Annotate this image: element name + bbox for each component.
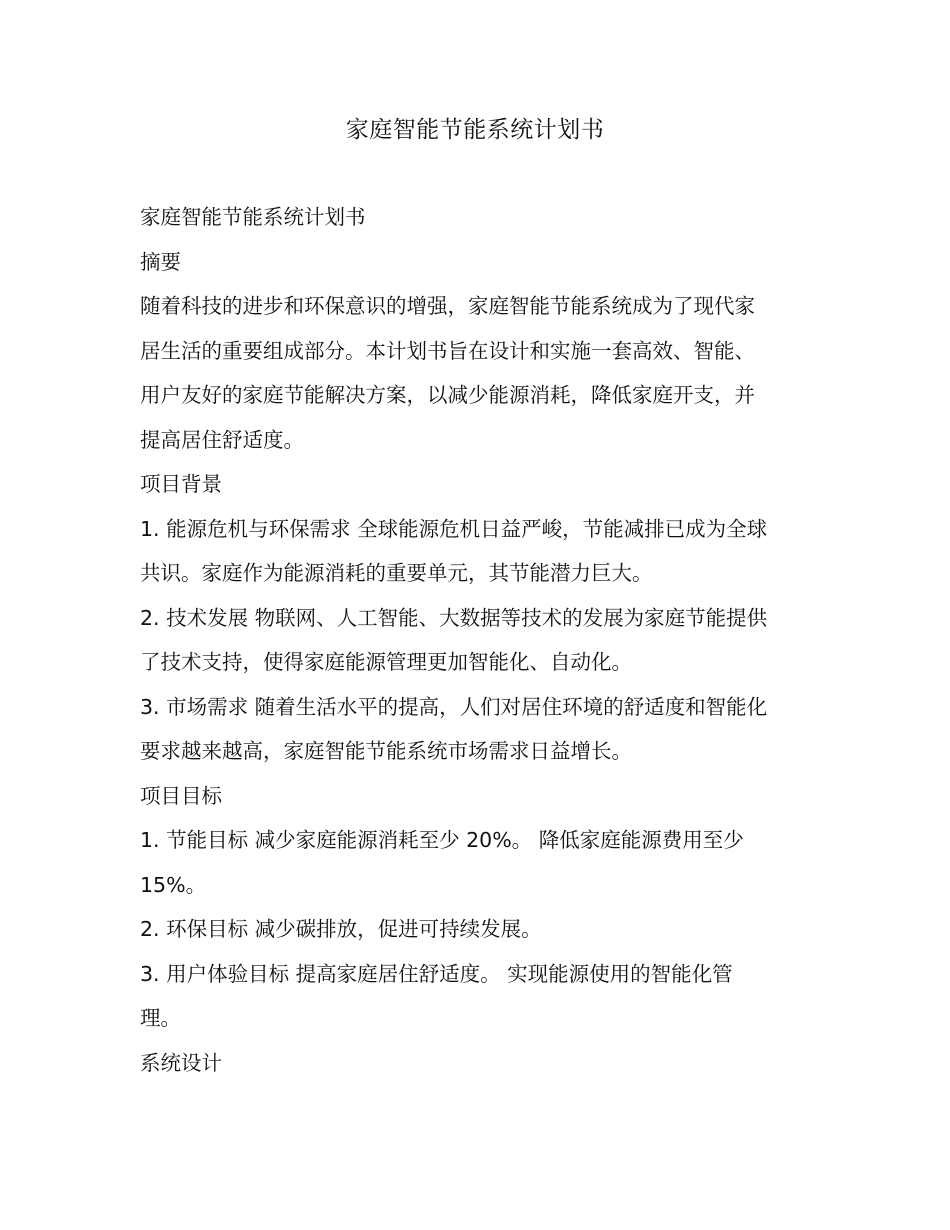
section-heading-goals: 项目目标 xyxy=(140,783,222,808)
document-body xyxy=(140,195,820,1085)
section-heading-abstract: 摘要 xyxy=(140,249,181,274)
document-title: 家庭智能节能系统计划书 xyxy=(345,117,605,143)
section-heading-system-design: 系统设计 xyxy=(140,1050,222,1075)
list-item-line: 理。 xyxy=(140,1006,181,1030)
list-item-line: 1. 节能目标 减少家庭能源消耗至少 20%。 降低家庭能源费用至少 xyxy=(140,828,744,852)
section-heading-background: 项目背景 xyxy=(140,472,222,496)
list-item-line: 共识。家庭作为能源消耗的重要单元，其节能潜力巨大。 xyxy=(140,561,653,585)
paragraph-line: 居生活的重要组成部分。本计划书旨在设计和实施一套高效、智能、 xyxy=(140,338,755,363)
list-item-line: 15%。 xyxy=(140,872,207,897)
list-item-line: 2. 环保目标 减少碳排放，促进可持续发展。 xyxy=(140,917,542,941)
list-item-line: 2. 技术发展 物联网、人工智能、大数据等技术的发展为家庭节能提供 xyxy=(140,605,768,630)
paragraph-line: 随着科技的进步和环保意识的增强，家庭智能节能系统成为了现代家 xyxy=(140,294,755,318)
list-item-line: 了技术支持，使得家庭能源管理更加智能化、自动化。 xyxy=(140,650,632,674)
list-item-line: 1. 能源危机与环保需求 全球能源危机日益严峻，节能减排已成为全球 xyxy=(140,516,768,541)
list-item-line: 要求越来越高，家庭智能节能系统市场需求日益增长。 xyxy=(140,739,632,763)
paragraph-line: 用户友好的家庭节能解决方案，以减少能源消耗，降低家庭开支，并 xyxy=(140,383,755,407)
subtitle-line: 家庭智能节能系统计划书 xyxy=(140,205,366,229)
list-item-line: 3. 用户体验目标 提高家庭居住舒适度。 实现能源使用的智能化管 xyxy=(140,961,733,986)
paragraph-line: 提高居住舒适度。 xyxy=(140,427,304,452)
list-item-line: 3. 市场需求 随着生活水平的提高，人们对居住环境的舒适度和智能化 xyxy=(140,694,768,719)
